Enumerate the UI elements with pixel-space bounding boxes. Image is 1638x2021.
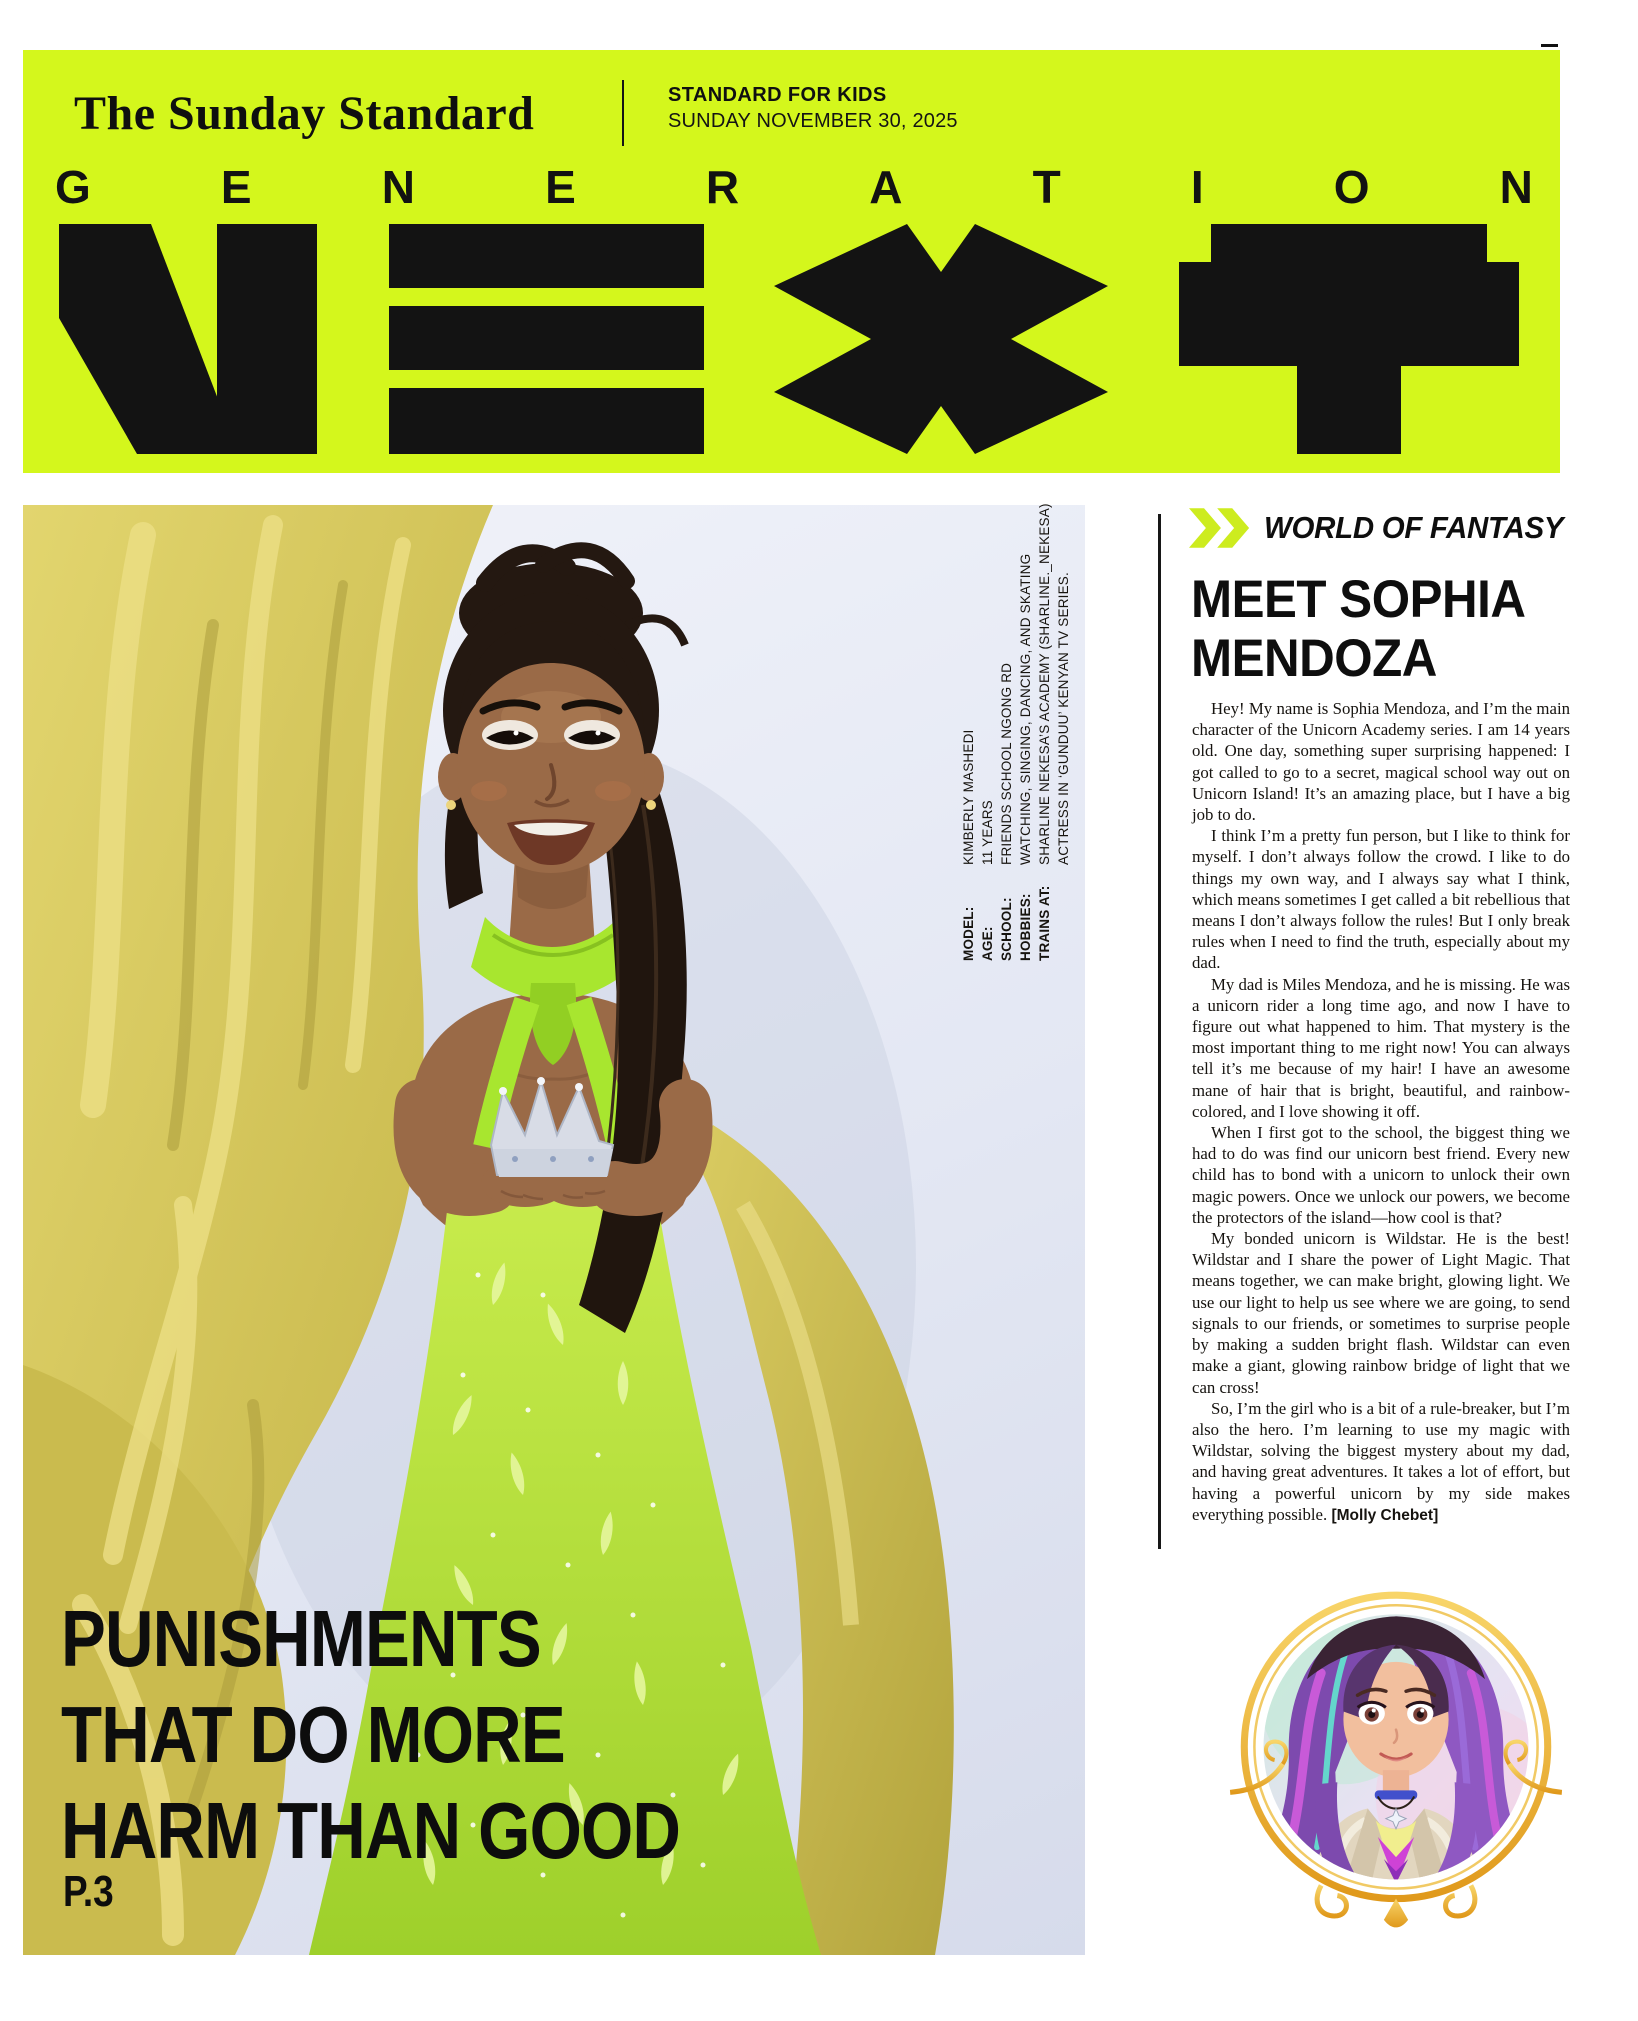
sophia-portrait-illustration: [1224, 1582, 1568, 1936]
credit-label: HOBBIES:: [1018, 893, 1033, 961]
generation-letter: E: [220, 161, 252, 213]
generation-letter: E: [545, 161, 576, 213]
article-paragraph: My bonded unicorn is Wildstar. He is the best! Wildstar and I share the power of Light Magic. That means together, we can make bright, glowing light. We use our light to help us see where we are going, to send signals to our friends, or sometimes to surprise people by making a sudden bright flash. Wildstar can even make a giant, glowing rainbow bridge of light that we can cross!: [1192, 1229, 1570, 1397]
generation-letter: N: [1499, 161, 1533, 213]
credit-row: [1037, 503, 1056, 961]
generation-letter: N: [381, 161, 415, 213]
article-paragraph: I think I’m a pretty fun person, but I like to think for myself. I don’t always follow the crowd. I like to do things my own way, and I always say what I think, which means sometimes I get called a bit rebellious that means I don’t always follow the rules! But I only break rules when I need to find the truth, especially about my dad.: [1192, 826, 1570, 973]
credit-value: 11 YEARS: [980, 800, 995, 865]
double-chevron-icon: [1189, 508, 1251, 548]
credit-value: SHARLINE NEKESA’S ACADEMY (SHARLINE._NEKESA): [1037, 503, 1052, 865]
cover-photo: [23, 505, 1085, 1955]
masthead-divider: [622, 80, 624, 146]
credit-row: [1018, 529, 1037, 961]
article-paragraph: My dad is Miles Mendoza, and he is missing. He was a unicorn rider a long time ago, and now I have to figure out what happened to him. That mystery is the most important thing to me right now! You can always tell it’s me because of my hair! I have an awesome mane of hair that is bright, beautiful, and rainbow-colored, and I love showing it off.: [1192, 974, 1570, 1121]
next-logo: [59, 222, 1559, 454]
generation-letter: T: [1032, 161, 1061, 213]
credit-row: [999, 529, 1018, 961]
credit-label: TRAINS AT:: [1037, 885, 1052, 961]
article-body: [1192, 698, 1570, 1526]
paper-title: The Sunday Standard: [74, 87, 535, 140]
credit-label: MODEL:: [961, 906, 976, 961]
edition-block: [668, 84, 958, 133]
article-paragraph: When I first got to the school, the biggest thing we had to do was find our unicorn best friend. Every new child has to bond with a unicorn to unlock their own magic powers. Once we unlock our powers, we become the protectors of the island—how cool is that?: [1192, 1123, 1570, 1227]
credit-value: ACTRESS IN ‘GUNDUU’ KENYAN TV SERIES.: [1056, 572, 1071, 865]
cover-headline: [61, 1591, 680, 1879]
article-kicker: [1189, 508, 1579, 548]
kicker-label: WORLD OF FANTASY: [1264, 510, 1564, 545]
credit-value: KIMBERLY MASHEDI: [961, 729, 976, 865]
credit-row: [961, 529, 980, 961]
article-byline: [Molly Chebet]: [1327, 1506, 1439, 1524]
generation-letter: R: [705, 161, 740, 213]
credit-value: FRIENDS SCHOOL NGONG RD: [999, 662, 1014, 865]
credit-label: AGE:: [980, 926, 995, 961]
generation-letter: I: [1190, 161, 1204, 213]
cover-headline-line: THAT DO MORE: [61, 1690, 565, 1779]
issue-date: SUNDAY NOVEMBER 30, 2025: [668, 110, 958, 132]
article-paragraph: So, I’m the girl who is a bit of a rule-breaker, but I’m also the hero. I’m learning to use my magic with Wildstar, solving the biggest mystery about my dad, and having great adventures. It takes a lot of effort, but having a powerful unicorn by my side makes everything possible. [Molly Chebet]: [1192, 1398, 1570, 1524]
generation-row: [55, 161, 1533, 213]
cover-headline-line: HARM THAN GOOD: [61, 1786, 681, 1875]
cover-page-reference: P.3: [63, 1867, 114, 1916]
section-label: STANDARD FOR KIDS: [668, 84, 887, 106]
credit-label: SCHOOL:: [999, 897, 1014, 961]
credit-value: WATCHING, SINGING, DANCING, AND SKATING: [1018, 553, 1033, 865]
column-rule: [1158, 514, 1161, 1549]
cover-headline-line: PUNISHMENTS: [61, 1594, 541, 1683]
sophia-character-portrait: [1224, 1582, 1568, 1936]
credit-row: [1056, 529, 1075, 961]
generation-letter: G: [55, 161, 91, 213]
masthead-banner: [23, 50, 1560, 473]
model-credits: [961, 503, 1079, 961]
generation-letter: A: [869, 161, 903, 213]
article-headline: MEET SOPHIA MENDOZA: [1191, 570, 1524, 688]
generation-letter: O: [1333, 161, 1370, 213]
credit-row: [980, 529, 999, 961]
article-paragraph: Hey! My name is Sophia Mendoza, and I’m the main character of the Unicorn Academy series. I am 14 years old. One day, something super surprising happened: I got called to go to a secret, magical school way out on Unicorn Island! It’s an amazing place, but I have a big job to do.: [1192, 699, 1570, 825]
corner-tick-mark: [1541, 44, 1558, 47]
